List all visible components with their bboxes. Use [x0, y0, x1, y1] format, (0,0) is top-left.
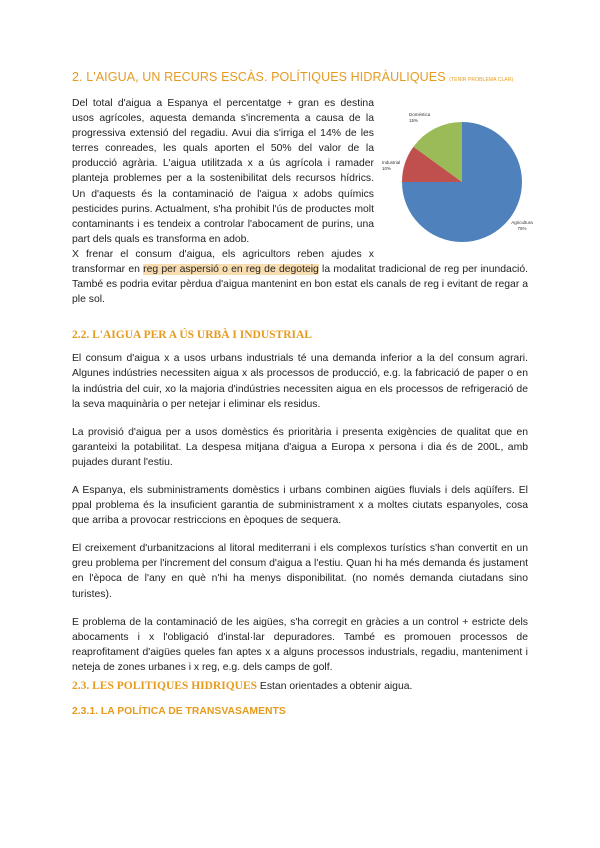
slice-value-label: 75% — [517, 226, 527, 231]
text-run: X frenar el consum d'aigua, els agricultors reben ajudes x transformar en — [72, 248, 374, 276]
section-text: Estan orientades a obtenir aigua. — [259, 681, 413, 692]
section-heading — [72, 70, 528, 84]
slice-label: Industrial — [382, 160, 401, 165]
section-heading: 2.3. LES POLITIQUES HIDRIQUES — [72, 680, 258, 692]
intro-block — [72, 96, 533, 307]
paragraph: Del total d'aigua a Espanya el percentatge + gran es destina usos agrícoles, aquesta demanda s'incrementa a causa de la progressiva extensió del regadiu. Avui dia s'irriga el 14% de les terres conreades, les quals aporten el 50% del valor de la producció agrària. L'aigua utilitzada x a ús agrícola i ramader planteja problemes per a la sostenibilitat dels recursos hídrics. Un d'aquests és la contaminació de l'aigua x adobs químics pesticides purins. Actualment, s'ha prohibit l'ús de productes molt contaminants i es tendeix a controlar l'abocament de purins, una part dels quals es transforma en adob. — [72, 98, 374, 245]
slice-label: Agricultura — [511, 220, 533, 225]
slice-value-label: 10% — [382, 166, 392, 171]
highlighted-text: reg per aspersió o en reg de degoteig — [143, 264, 319, 276]
paragraph — [72, 247, 528, 307]
subsection-heading: 2.3.1. LA POLÍTICA DE TRANSVASAMENTS — [72, 706, 286, 717]
section-heading: 2.2. L'AIGUA PER A ÚS URBÀ I INDUSTRIAL — [72, 329, 312, 342]
paragraph: A Espanya, els subministraments domèstics i urbans combinen aigües fluvials i dels aqüífers. El ppal problema és la insuficient garantia de subministrament x a moltes ciutats espanyoles, cosa que arriba a provocar restriccions en èpoques de sequera. — [72, 484, 528, 527]
section-note: (TENIR PROBLEMA CLAR) — [449, 77, 514, 83]
paragraph: E problema de la contaminació de les aigües, s'ha corregit en gràcies a un control + estricte dels abocaments i x l'obligació d'instal·lar depuradores. També es promouen processos de reaprofitament d'aigües queles fan aptes x a alguns processos industrials, regadiu, manteniment i neteja de zones urbanes i x reg, e.g. dels camps de golf. — [72, 616, 528, 673]
section-heading-row — [72, 679, 528, 694]
paragraph: El creixement d'urbanitzacions al litoral mediterrani i els complexos turístics s'han convertit en un greu problema per l'increment del consum d'aigua a l'estiu. Quan hi ha més demanda és justament en l'època de l'any en què n'hi ha menys disponibilitat. (no només demanda ciutadans sino turistes). — [72, 543, 528, 600]
document-page — [72, 70, 533, 717]
water-use-pie-chart — [384, 112, 536, 252]
paragraph: El consum d'aigua x a usos urbans industrials té una demanda inferior a la del consum agrari. Algunes indústries necessiten aigua x als processos de producció, e.g. la fabricació de paper o en la indústria del cuir, xo la majoria d'indústries necessiten aigua en els processos de refrigeració de la seva maquinària o per netejar i eliminar els residus. — [72, 353, 528, 410]
text-run: la modalitat tradicional de reg per inundació. També es podria evitar pèrdua d'aigua mantenint en bon estat els canals de reg i evitant de regar a ple sol. — [72, 264, 528, 306]
section-title: 2. L'AIGUA, UN RECURS ESCÀS. POLÍTIQUES HIDRÀULIQUES — [72, 70, 446, 84]
pie-svg — [384, 112, 536, 252]
slice-value-label: 15% — [409, 118, 419, 123]
slice-label: Doméstica — [409, 112, 431, 117]
paragraph: La provisió d'aigua per a usos domèstics és prioritària i presenta exigències de qualitat que en garanteixi la potabilitat. La despesa mitjana d'aigua a Europa x persona i dia és de 200L, amb pujades durant l'estiu. — [72, 426, 528, 468]
